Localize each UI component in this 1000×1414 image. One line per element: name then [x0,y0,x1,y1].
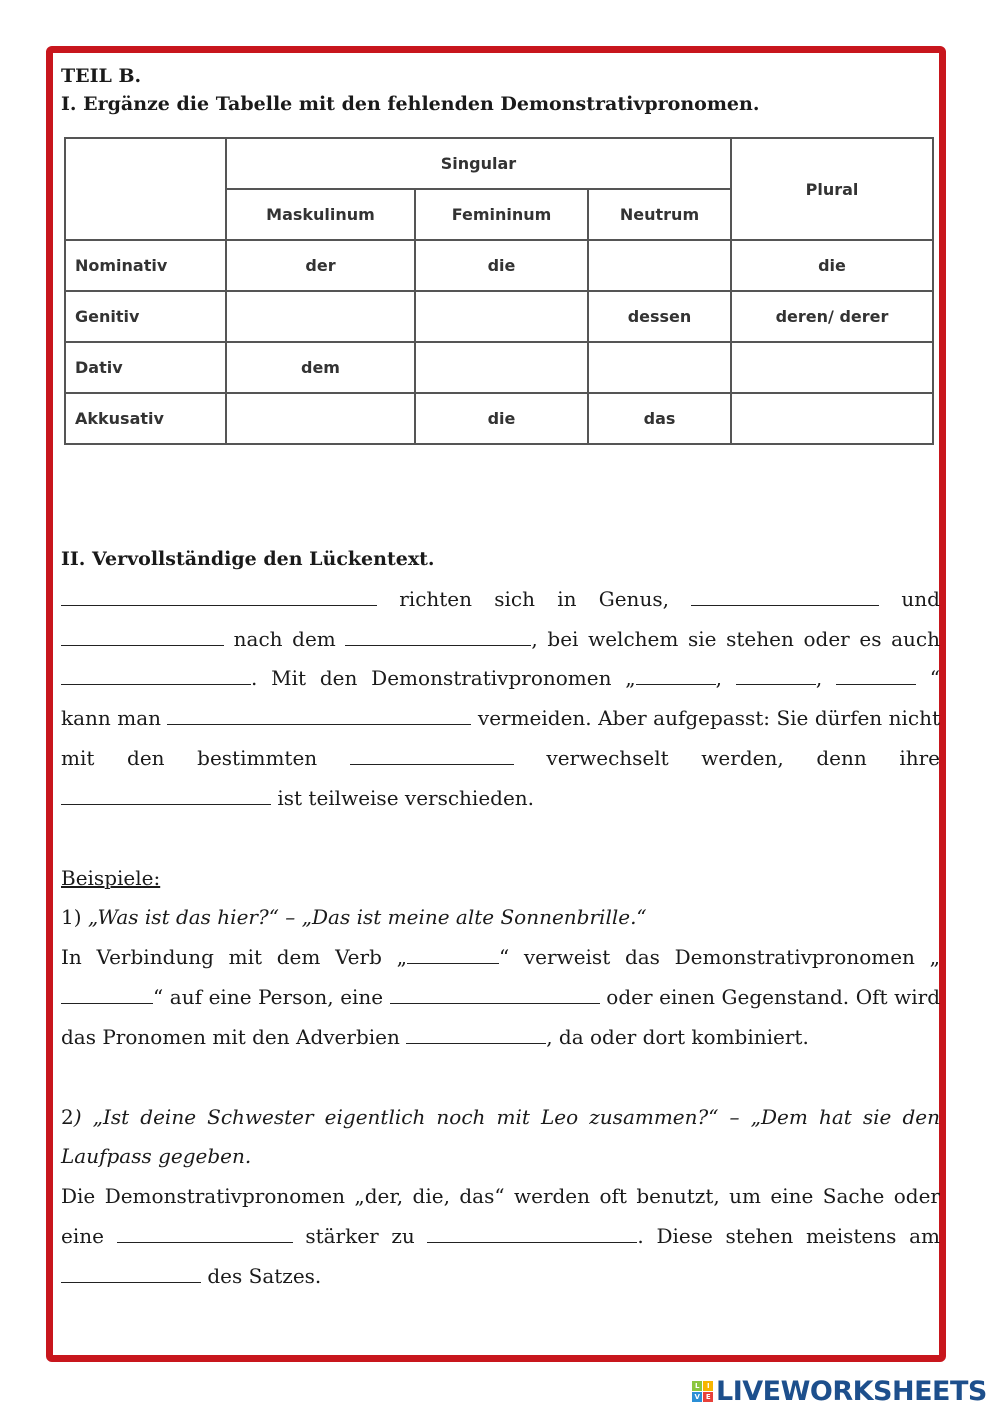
cell-blank[interactable] [588,240,731,291]
plural-header: Plural [731,138,933,240]
pronoun-table [64,137,934,445]
blank-input[interactable] [61,784,271,805]
singular-header: Singular [226,138,731,189]
blank-input[interactable] [61,983,153,1004]
blank-input[interactable] [350,744,514,765]
cell: dessen [588,291,731,342]
example-1-text: In Verbindung mit dem Verb „ “ verweist das Demonstrativpronomen „“ auf eine Person, eine oder einen Gegenstand. Oft wird das Pronomen mit den Adverbien , da oder dort kombiniert. [61,945,940,1049]
cell-blank[interactable] [731,393,933,444]
table-row [65,240,933,291]
header [61,62,940,118]
blank-input[interactable] [406,1023,546,1044]
logo-text: LIVEWORKSHEETS [716,1376,987,1407]
blank-input[interactable] [407,943,499,964]
blank-input[interactable] [117,1222,293,1243]
task2-section [61,540,940,1297]
case-label: Nominativ [65,240,226,291]
example-1-quote: 1) „Was ist das hier?“ – „Das ist meine alte Sonnenbrille.“ [61,905,647,930]
case-label: Genitiv [65,291,226,342]
blank-input[interactable] [836,664,916,685]
blank-input[interactable] [736,664,816,685]
part-title: TEIL B. [61,65,142,87]
table-row [65,291,933,342]
cell-blank[interactable] [226,393,415,444]
gap-text: richten sich in Genus, und nach dem , bei welchem sie stehen oder es auch . Mit den Demonstrativpronomen „ , , “ kann man vermeiden. Aber aufgepasst: Sie dürfen nicht mit den bestimmten verwechselt werden, denn ihre ist teilweise verschieden. [61,586,941,810]
blank-input[interactable] [61,664,251,685]
cell-blank[interactable] [415,291,588,342]
blank-input[interactable] [167,704,471,725]
task1-title: I. Ergänze die Tabelle mit den fehlenden Demonstrativpronomen. [61,93,760,115]
example-2-quote: 2) „Ist deine Schwester eigentlich noch mit Leo zusammen?“ – „Dem hat sie den Laufpass gegeben. [61,1104,940,1169]
cell: die [731,240,933,291]
logo-icon: L I V E [692,1381,713,1402]
blank-input[interactable] [636,664,716,685]
cell-blank[interactable] [731,342,933,393]
gender-header: Neutrum [588,189,731,240]
blank-input[interactable] [345,625,531,646]
blank-input[interactable] [427,1222,637,1243]
blank-input[interactable] [61,625,224,646]
gender-header: Femininum [415,189,588,240]
examples-label: Beispiele: [61,865,161,890]
blank-input[interactable] [61,1262,201,1283]
table-row [65,342,933,393]
case-label: Dativ [65,342,226,393]
cell: die [415,393,588,444]
example-2-text: Die Demonstrativpronomen „der, die, das“ werden oft benutzt, um eine Sache oder eine stärker zu . Diese stehen meistens am des Satzes. [61,1184,940,1288]
cell: deren/ derer [731,291,933,342]
case-label: Akkusativ [65,393,226,444]
cell: die [415,240,588,291]
cell-blank[interactable] [415,342,588,393]
cell-blank[interactable] [226,291,415,342]
cell: der [226,240,415,291]
cell: dem [226,342,415,393]
task2-title: II. Vervollständige den Lückentext. [61,548,435,570]
table-row [65,393,933,444]
blank-input[interactable] [390,983,600,1004]
gender-header: Maskulinum [226,189,415,240]
blank-input[interactable] [691,585,879,606]
cell: das [588,393,731,444]
blank-input[interactable] [61,585,377,606]
liveworksheets-logo [692,1376,987,1407]
cell-blank[interactable] [588,342,731,393]
